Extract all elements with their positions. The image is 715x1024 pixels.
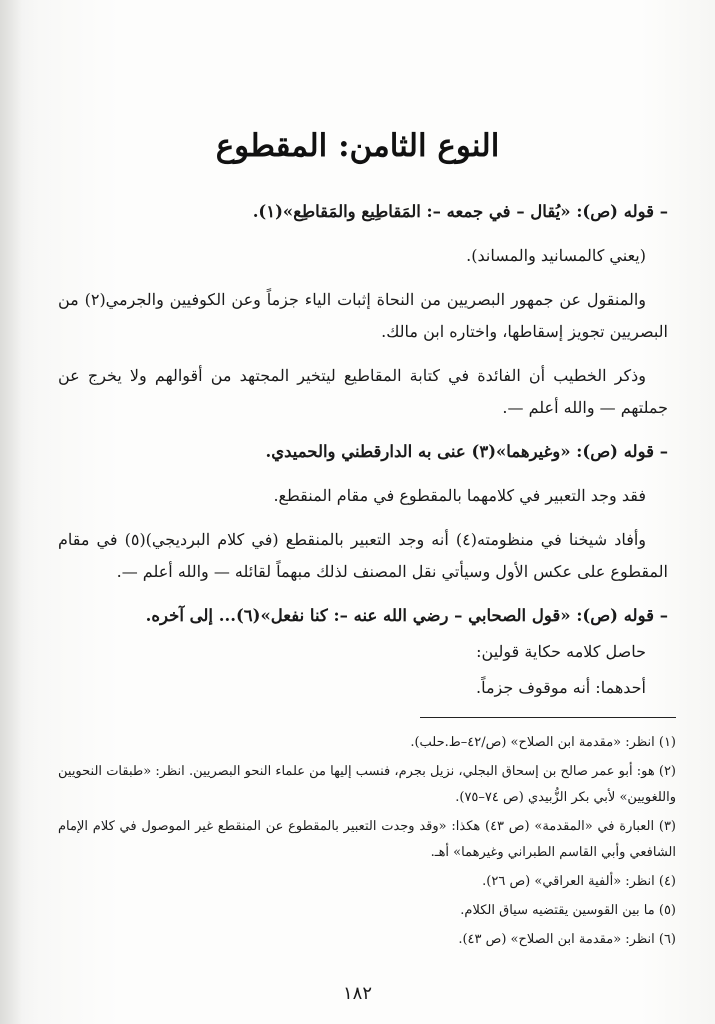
paragraph-grammar: والمنقول عن جمهور البصريين من النحاة إثبات الياء جزماً وعن الكوفيين والجرمي(٢) من البصريين تجويز إسقاطها، واختاره ابن مالك. xyxy=(58,290,668,341)
footnote-separator xyxy=(420,717,676,718)
paragraph-summary: حاصل كلامه حكاية قولين: xyxy=(476,642,646,661)
paragraph-khatib: وذكر الخطيب أن الفائدة في كتابة المقاطيع ليتخير المجتهد من أقوالهم ولا يخرج عن جملتهم — والله أعلم —. xyxy=(58,366,668,417)
paragraph-quote-2: – قوله (ص): «وغيرهما»(٣) عنى به الدارقطني والحميدي. xyxy=(265,442,668,461)
footnote-2: (٢) هو: أبو عمر صالح بن إسحاق البجلي، نزيل بجرم، فنسب إليها من علماء النحو البصريين. انظر: «طبقات النحويين واللغويين» لأبي بكر الزُّبيدي (ص ٧٤–٧٥). xyxy=(58,764,676,805)
footnote-6: (٦) انظر: «مقدمة ابن الصلاح» (ص ٤٣). xyxy=(458,932,676,947)
footnote-4: (٤) انظر: «ألفية العراقي» (ص ٢٦). xyxy=(482,874,676,889)
footnote-1: (١) انظر: «مقدمة ابن الصلاح» (ص/٤٢–ط.حلب). xyxy=(410,735,676,750)
paragraph-shaykh: وأفاد شيخنا في منظومته(٤) أنه وجد التعبير بالمنقطع (في كلام البرديجي)(٥) في مقام المقطوع على عكس الأول وسيأتي نقل المصنف لذلك مبهماً لقائله — والله أعلم —. xyxy=(58,530,668,581)
footnotes xyxy=(58,730,676,956)
paragraph-gloss-1: (يعني كالمسانيد والمساند). xyxy=(466,246,646,265)
footnote-5: (٥) ما بين القوسين يقتضيه سياق الكلام. xyxy=(460,903,676,918)
paragraph-quote-3: – قوله (ص): «قول الصحابي – رضي الله عنه –: كنا نفعل»(٦)... إلى آخره. xyxy=(145,606,668,625)
page-number: ١٨٢ xyxy=(342,983,372,1004)
paragraph-usage: فقد وجد التعبير في كلامهما بالمقطوع في مقام المنقطع. xyxy=(273,486,646,505)
main-text xyxy=(58,196,668,716)
paragraph-quote-1: – قوله (ص): «يُقال – في جمعه –: المَقاطِيع والمَقاطِع»(١). xyxy=(252,202,668,221)
footnote-3: (٣) العبارة في «المقدمة» (ص ٤٣) هكذا: «وقد وجدت التعبير بالمقطوع عن المنقطع غير الموصول في كلام الإمام الشافعي وأبي القاسم الطبراني وغيرهما» أهـ. xyxy=(58,819,676,860)
chapter-title: النوع الثامن: المقطوع xyxy=(215,128,500,164)
paragraph-first-opinion: أحدهما: أنه موقوف جزماً. xyxy=(475,678,646,697)
